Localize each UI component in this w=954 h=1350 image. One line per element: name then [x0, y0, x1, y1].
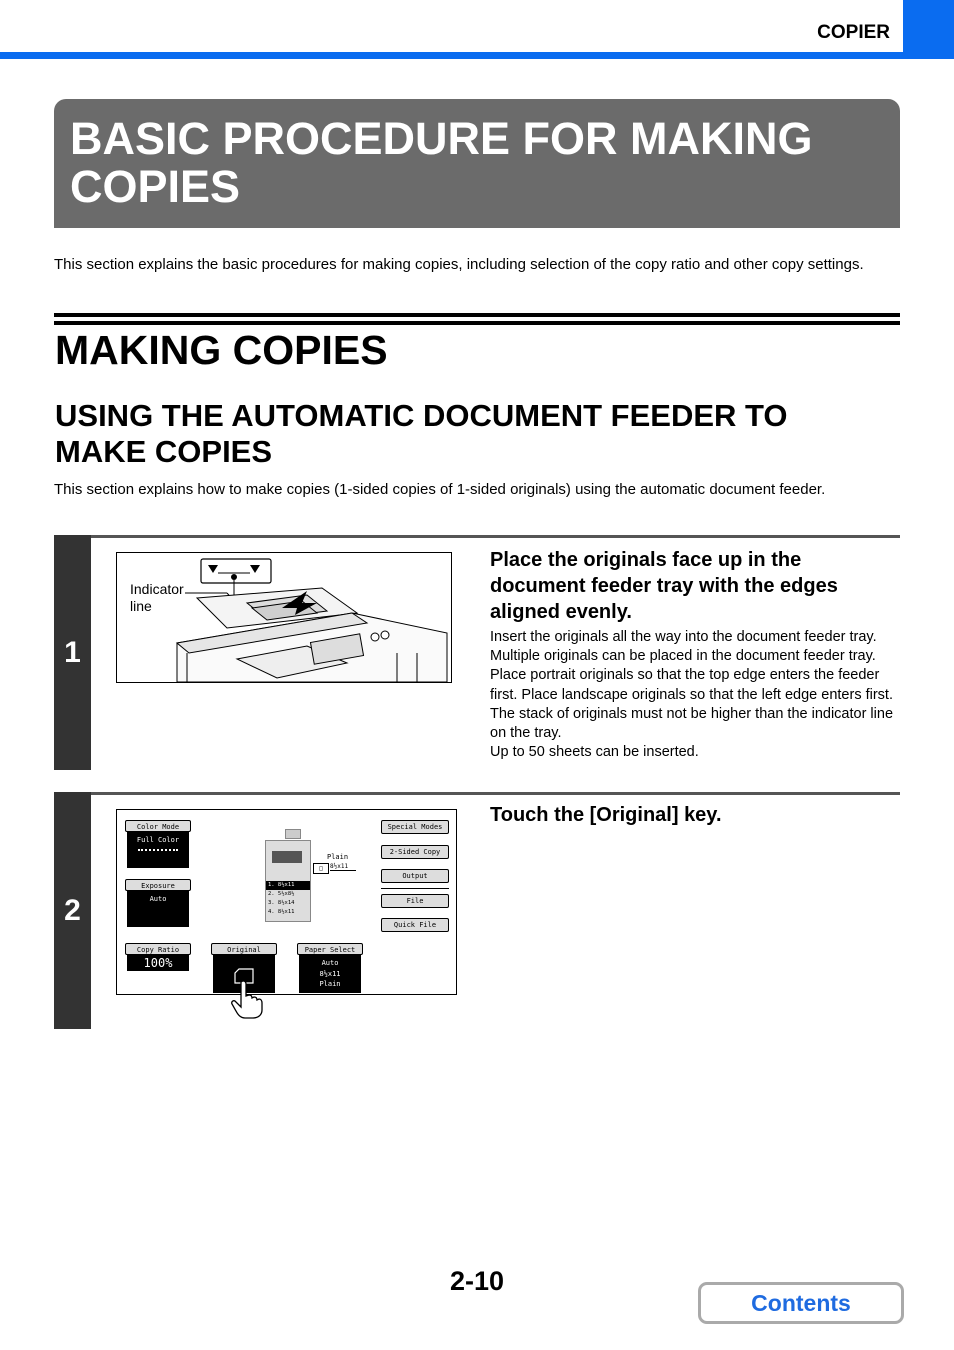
- color-mode-value-box: [127, 832, 189, 868]
- button-separator: [381, 888, 449, 889]
- tray-list: [266, 881, 310, 921]
- adf-illustration: [116, 552, 452, 683]
- output-tray-graphic: [285, 829, 301, 839]
- heading-adf-desc: This section explains how to make copies (1-sided copies of 1-sided originals) using the automatic document feeder.: [54, 481, 826, 498]
- tray-item: 4. 8½x11: [268, 909, 295, 915]
- step-divider: [54, 792, 900, 795]
- page-number: 2-10: [449, 1266, 505, 1296]
- exposure-value: Auto: [149, 895, 167, 903]
- step-title: Touch the [Original] key.: [490, 804, 722, 826]
- special-modes-button[interactable]: Special Modes: [381, 820, 449, 834]
- heading-making-copies: MAKING COPIES: [55, 327, 388, 373]
- paper-select-line: 8½x11: [319, 969, 341, 978]
- tray-item: 1. 8½x11: [266, 881, 310, 890]
- heading-rule-bottom: [54, 321, 900, 325]
- chapter-banner: [54, 99, 900, 228]
- exposure-tab[interactable]: Exposure: [125, 879, 191, 891]
- exposure-value-box: [127, 891, 189, 927]
- step-title: Place the originals face up in the document feeder tray with the edges aligned evenly.: [490, 549, 838, 623]
- step-number: 1: [54, 535, 91, 770]
- header-bar: [0, 52, 954, 59]
- file-button[interactable]: File: [381, 894, 449, 908]
- chapter-title: BASIC PROCEDURE FOR MAKING COPIES: [70, 113, 813, 212]
- touch-panel-illustration: [116, 809, 457, 995]
- paper-select-tab[interactable]: Paper Select: [297, 943, 363, 955]
- heading-rule-top: [54, 313, 900, 317]
- step-number: 2: [54, 792, 91, 1029]
- indicator-line-label: Indicator line: [130, 581, 184, 614]
- step-body-line: The stack of originals must not be higher than the indicator line on the tray.: [490, 705, 894, 742]
- step-body-line: Insert the originals all the way into the document feeder tray.: [490, 629, 877, 645]
- output-button[interactable]: Output: [381, 869, 449, 883]
- step-2: [54, 792, 900, 1029]
- step-body-line: Multiple originals can be placed in the document feeder tray.: [490, 648, 876, 665]
- tray-item: 2. 5½x8½: [268, 891, 295, 897]
- paper-select-line: Auto: [321, 959, 339, 967]
- pointing-hand-icon: [229, 980, 265, 1020]
- copier-drawing: [117, 553, 451, 682]
- paper-status-size: 8½x11: [330, 863, 356, 871]
- machine-panel: [272, 851, 302, 863]
- color-mode-tab[interactable]: Color Mode: [125, 820, 191, 832]
- copy-ratio-value: 100%: [127, 955, 189, 971]
- paper-status-type: Plain: [327, 853, 349, 861]
- step-divider: [54, 535, 900, 538]
- paper-select-line: Plain: [319, 980, 341, 988]
- step-1: [54, 535, 900, 770]
- step-body: [490, 628, 902, 762]
- intro-text: This section explains the basic procedures for making copies, including selection of the copy ratio and other copy settings.: [54, 256, 864, 273]
- step-body-line: Up to 50 sheets can be inserted.: [490, 744, 699, 761]
- paper-select-value-box: [299, 955, 361, 993]
- quick-file-button[interactable]: Quick File: [381, 918, 449, 932]
- contents-button[interactable]: Contents: [698, 1282, 904, 1324]
- heading-adf: USING THE AUTOMATIC DOCUMENT FEEDER TO MAKE COPIES: [55, 398, 788, 469]
- machine-graphic: [265, 840, 311, 922]
- original-tab[interactable]: Original: [211, 943, 277, 955]
- paper-icon: □: [313, 863, 329, 874]
- two-sided-copy-button[interactable]: 2-Sided Copy: [381, 845, 449, 859]
- color-mode-value: Full Color: [136, 836, 180, 844]
- step-body-line: Place portrait originals so that the top edge enters the feeder first. Place landscape originals so that the left edge enters first.: [490, 667, 893, 703]
- copy-ratio-tab[interactable]: Copy Ratio: [125, 943, 191, 955]
- color-meter: [138, 849, 178, 853]
- tray-item: 3. 8½x14: [268, 900, 295, 906]
- header-tab: [903, 0, 954, 59]
- section-label: COPIER: [817, 22, 890, 43]
